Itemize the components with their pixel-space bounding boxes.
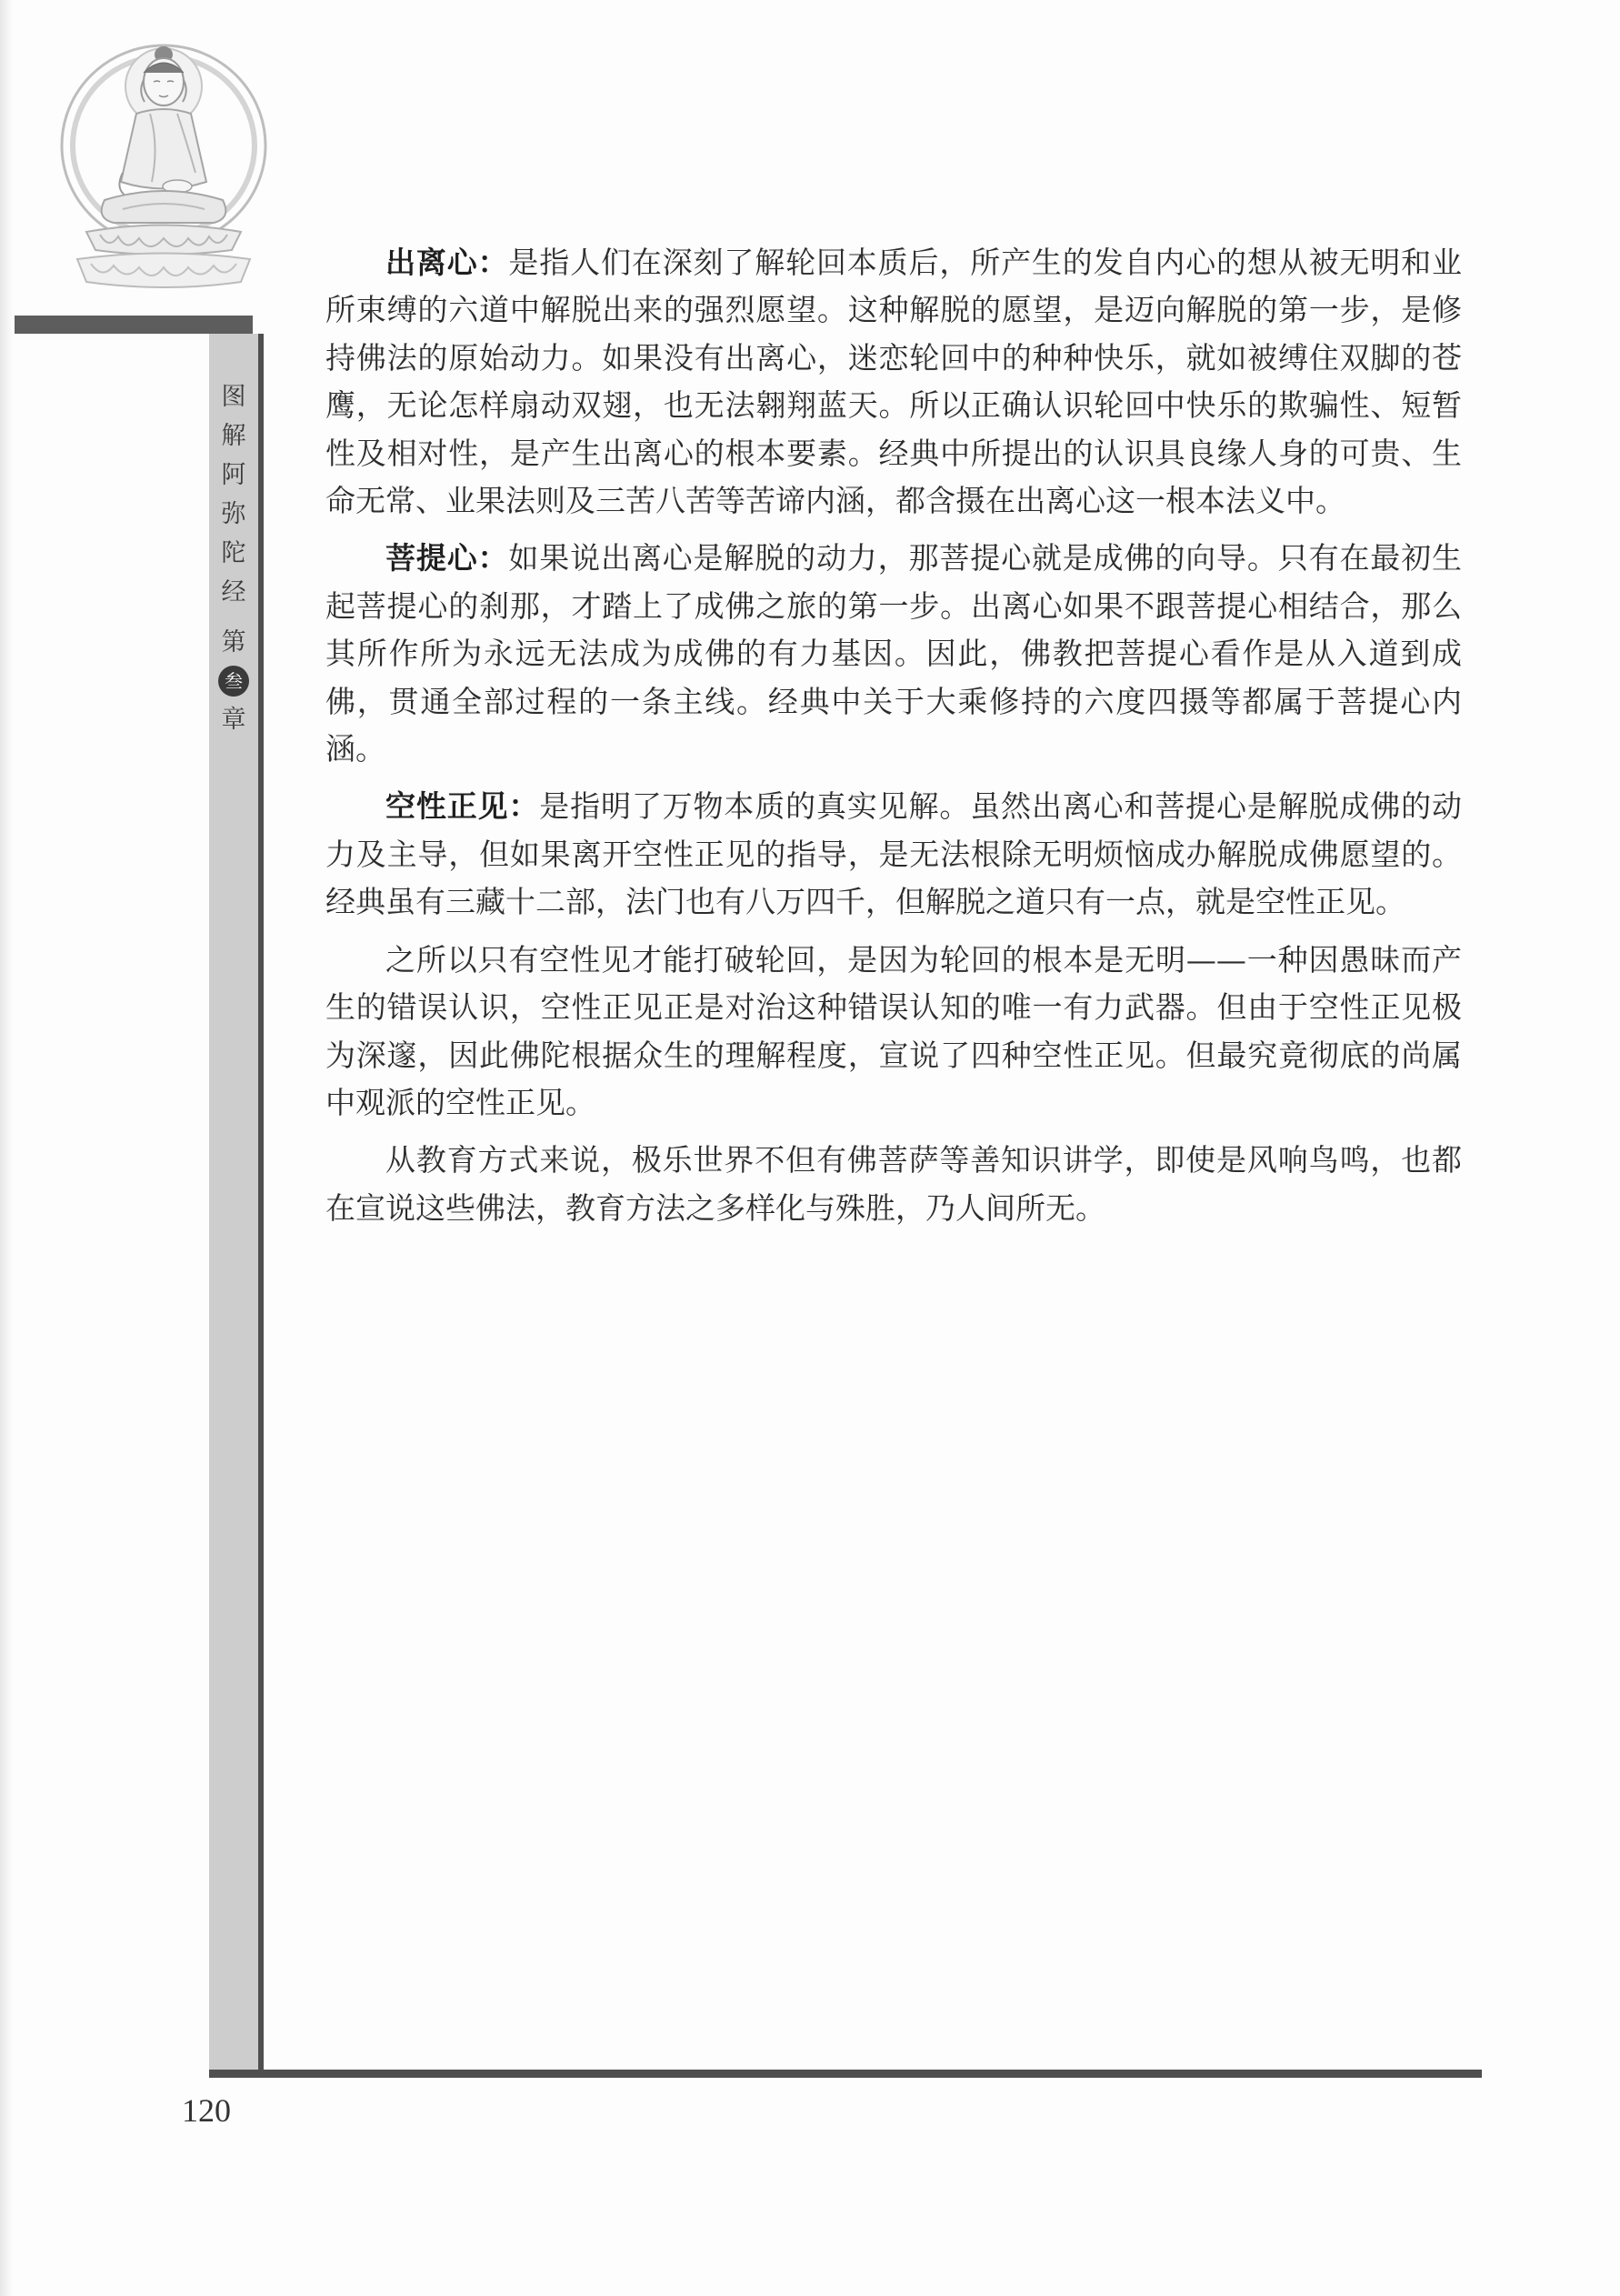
chapter-prefix: 第 <box>221 628 246 657</box>
side-title-char: 弥 <box>221 500 246 528</box>
paragraph-bodhicitta <box>325 535 1462 773</box>
chapter-suffix: 章 <box>221 706 246 734</box>
side-title-char: 解 <box>221 422 246 450</box>
page-edge-shadow <box>0 0 13 2296</box>
paragraph-text: 从教育方式来说，极乐世界不但有佛菩萨等善知识讲学，即使是风响鸟鸣，也都在宣说这些佛法，教育方法之多样化与殊胜，乃人间所无。 <box>325 1142 1462 1226</box>
top-header-bar <box>15 316 253 334</box>
paragraph-text: 之所以只有空性见才能打破轮回，是因为轮回的根本是无明——一种因愚昧而产生的错误认识，空性正见正是对治这种错误认知的唯一有力武器。但由于空性正见极为深邃，因此佛陀根据众生的理解程度，宣说了四种空性正见。但最究竟彻底的尚属中观派的空性正见。 <box>325 941 1462 1120</box>
page-number: 120 <box>182 2092 231 2129</box>
side-title-char: 经 <box>221 578 246 607</box>
side-title-char: 阿 <box>221 461 246 489</box>
term-heading: 空性正见： <box>385 788 540 825</box>
bottom-rule-bar <box>209 2070 1482 2078</box>
paragraph-text: 如果说出离心是解脱的动力，那菩提心就是成佛的向导。只有在最初生起菩提心的刹那，才踏上了成佛之旅的第一步。出离心如果不跟菩提心相结合，那么其所作所为永远无法成为成佛的有力基因。因此，佛教把菩提心看作是从入道到成佛，贯通全部过程的一条主线。经典中关于大乘修持的六度四摄等都属于菩提心内涵。 <box>325 540 1463 767</box>
side-book-title <box>209 377 258 739</box>
buddha-illustration <box>50 36 277 300</box>
side-title-char: 图 <box>221 383 246 411</box>
paragraph-text: 是指明了万物本质的真实见解。虽然出离心和菩提心是解脱成佛的动力及主导，但如果离开空性正见的指导，是无法根除无明烦恼成办解脱成佛愿望的。经典虽有三藏十二部，法门也有八万四千，但解脱之道只有一点，就是空性正见。 <box>325 788 1463 920</box>
chapter-number-badge: 叁 <box>218 666 249 697</box>
term-heading: 菩提心： <box>385 540 509 577</box>
paragraph-education <box>325 1137 1462 1232</box>
body-text <box>325 239 1462 1242</box>
paragraph-renunciation <box>325 239 1462 525</box>
term-heading: 出离心： <box>385 245 509 280</box>
paragraph-emptiness-view <box>325 783 1462 926</box>
paragraph-ignorance <box>325 937 1462 1128</box>
paragraph-text: 是指人们在深刻了解轮回本质后，所产生的发自内心的想从被无明和业所束缚的六道中解脱出来的强烈愿望。这种解脱的愿望，是迈向解脱的第一步，是修持佛法的原始动力。如果没有出离心，迷恋轮回中的种种快乐，就如被缚住双脚的苍鹰，无论怎样扇动双翅，也无法翱翔蓝天。所以正确认识轮回中快乐的欺骗性、短暂性及相对性，是产生出离心的根本要素。经典中所提出的认识具良缘人身的可贵、生命无常、业果法则及三苦八苦等苦谛内涵，都含摄在出离心这一根本法义中。 <box>325 245 1463 519</box>
side-title-char: 陀 <box>221 539 246 567</box>
chapter-side-tab <box>209 334 264 2078</box>
